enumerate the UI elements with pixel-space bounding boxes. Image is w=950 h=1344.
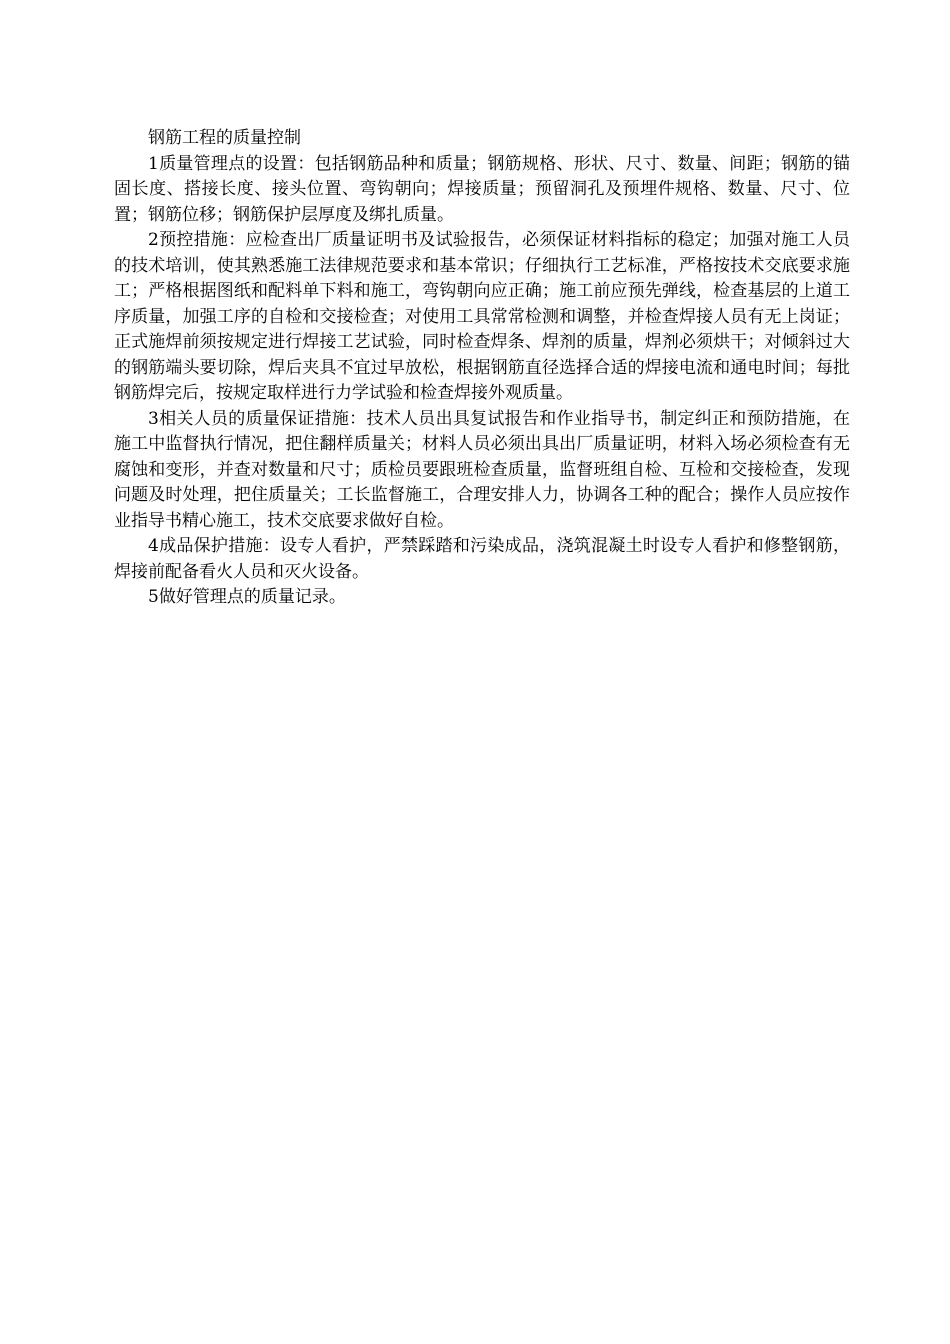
- document-body: [114, 126, 850, 611]
- paragraph-quality-control-points: 1质量管理点的设置：包括钢筋品种和质量；钢筋规格、形状、尺寸、数量、间距；钢筋的锚固长度、搭接长度、接头位置、弯钩朝向；焊接质量；预留洞孔及预埋件规格、数量、尺寸、位置；钢筋位移；钢筋保护层厚度及绑扎质量。: [114, 153, 850, 225]
- paragraph-quality-records: 5做好管理点的质量记录。: [148, 587, 346, 607]
- paragraph-preventive-measures: 2预控措施：应检查出厂质量证明书及试验报告，必须保证材料指标的稳定；加强对施工人员的技术培训，使其熟悉施工法律规范要求和基本常识；仔细执行工艺标准，严格按技术交底要求施工；严格根据图纸和配料单下料和施工，弯钩朝向应正确；施工前应预先弹线，检查基层的上道工序质量，加强工序的自检和交接检查；对使用工具常常检测和调整，并检查焊接人员有无上岗证；正式施焊前须按规定进行焊接工艺试验，同时检查焊条、焊剂的质量，焊剂必须烘干；对倾斜过大的钢筋端头要切除，焊后夹具不宜过早放松，根据钢筋直径选择合适的焊接电流和通电时间；每批钢筋焊完后，按规定取样进行力学试验和检查焊接外观质量。: [114, 230, 850, 403]
- paragraph-personnel-measures: 3相关人员的质量保证措施：技术人员出具复试报告和作业指导书，制定纠正和预防措施，在施工中监督执行情况，把住翻样质量关；材料人员必须出具出厂质量证明，材料入场必须检查有无腐蚀和变形，并查对数量和尺寸；质检员要跟班检查质量，监督班组自检、互检和交接检查，发现问题及时处理，把住质量关；工长监督施工，合理安排人力，协调各工种的配合；操作人员应按作业指导书精心施工，技术交底要求做好自检。: [114, 408, 850, 531]
- document-title: 钢筋工程的质量控制: [148, 128, 301, 148]
- paragraph-product-protection: 4成品保护措施：设专人看护，严禁踩踏和污染成品，浇筑混凝土时设专人看护和修整钢筋，焊接前配备看火人员和灭火设备。: [114, 536, 850, 582]
